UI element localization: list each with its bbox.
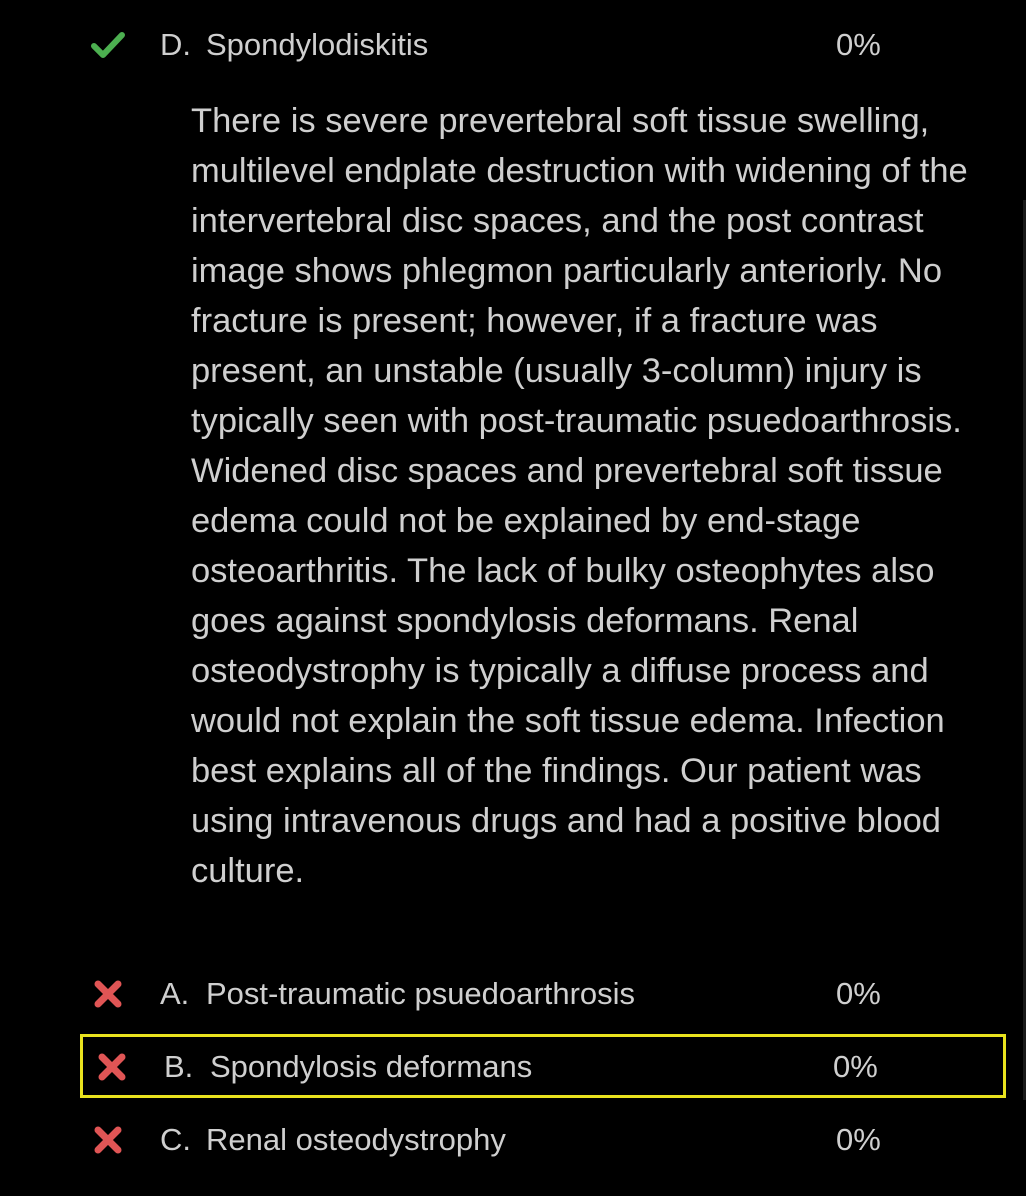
answer-explanation: There is severe prevertebral soft tissue swelling, multilevel endplate destruction with widening of the intervertebral disc spaces, and the post contrast image shows phlegmon particularly anteriorly. No fracture is present; however, if a fracture was present, an unstable (usually 3-column) injury is typically seen with post-traumatic psuedoarthrosis. Widened disc spaces and prevertebral soft tissue edema could not be explained by end-stage osteoarthritis. The lack of bulky osteophytes also goes against spondylosis deformans. Renal osteodystrophy is typically a diffuse process and would not explain the soft tissue edema. Infection best explains all of the findings. Our patient was using intravenous drugs and had a positive blood culture. — [191, 102, 968, 890]
x-icon — [92, 1047, 132, 1087]
x-icon — [88, 1120, 128, 1160]
answer-option-c[interactable] — [0, 1110, 1026, 1170]
option-label: Spondylodiskitis — [206, 27, 429, 62]
option-percent: 0% — [836, 1122, 881, 1157]
option-percent: 0% — [833, 1049, 878, 1084]
option-letter: B. — [164, 1049, 194, 1084]
option-letter: C. — [160, 1122, 191, 1157]
answer-option-b[interactable] — [0, 1037, 1026, 1097]
answer-option-a[interactable] — [0, 964, 1026, 1024]
check-icon — [88, 25, 128, 65]
x-icon — [88, 974, 128, 1014]
option-label: Renal osteodystrophy — [206, 1122, 506, 1157]
option-letter: A. — [160, 976, 190, 1011]
option-percent: 0% — [836, 976, 881, 1011]
option-letter: D. — [160, 27, 191, 62]
option-percent: 0% — [836, 27, 881, 62]
option-label: Post-traumatic psuedoarthrosis — [206, 976, 636, 1011]
option-label: Spondylosis deformans — [210, 1049, 533, 1084]
answer-option-d[interactable] — [0, 15, 1026, 75]
